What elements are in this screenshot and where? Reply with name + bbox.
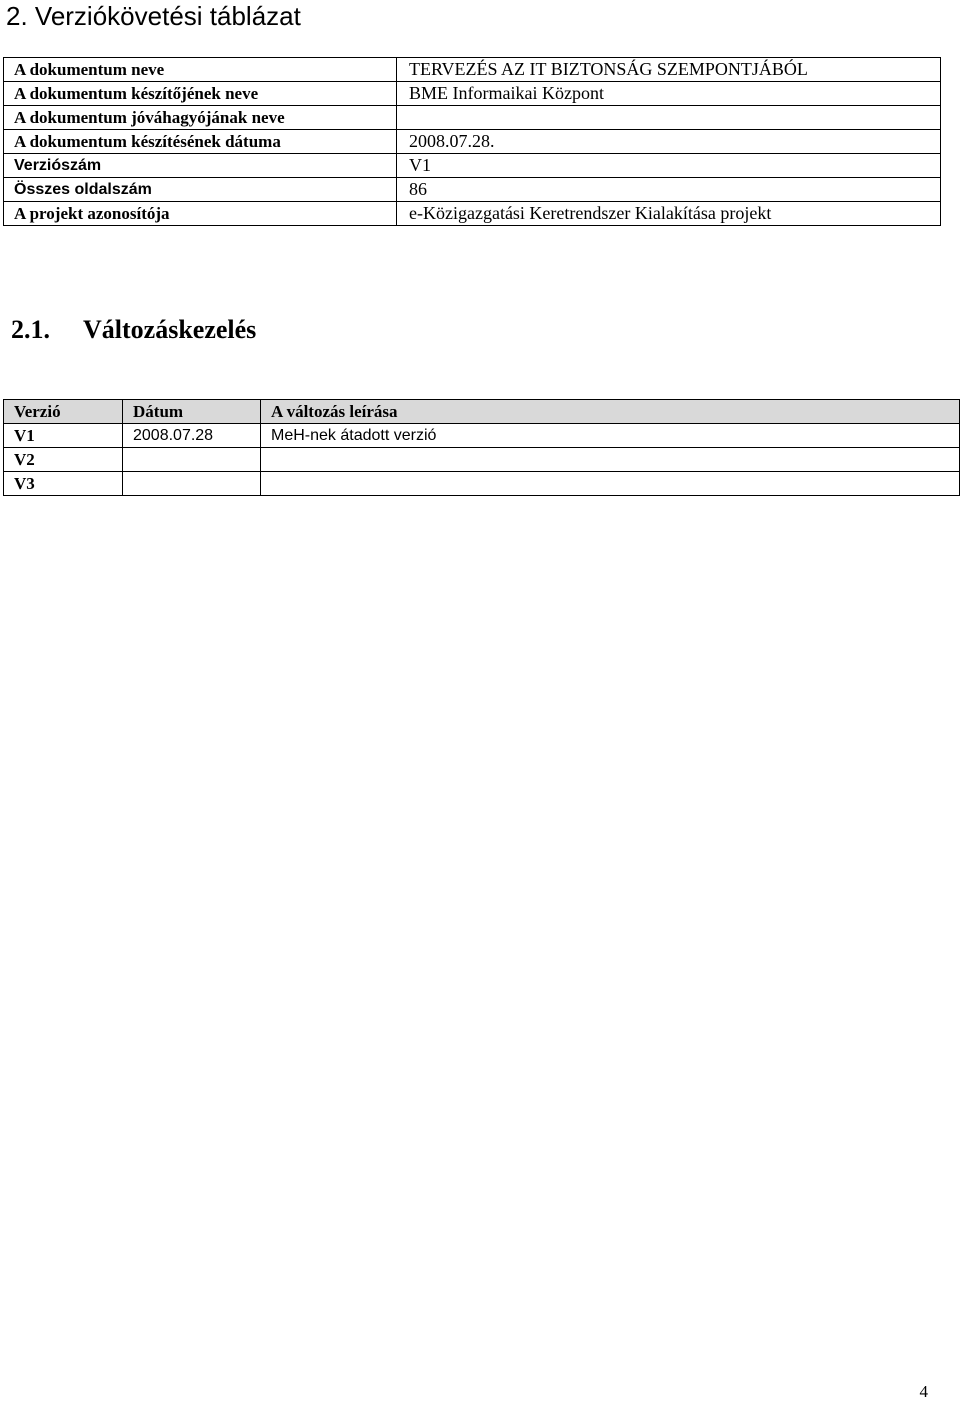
info-value: e-Közigazgatási Keretrendszer Kialakítása projekt (397, 202, 941, 226)
info-label: Összes oldalszám (4, 178, 397, 202)
column-header-version: Verzió (4, 400, 123, 424)
info-value: 2008.07.28. (397, 130, 941, 154)
description-cell: MeH-nek átadott verzió (261, 424, 960, 448)
info-label: A projekt azonosítója (4, 202, 397, 226)
page-number: 4 (919, 1382, 928, 1401)
version-cell: V3 (4, 472, 123, 496)
info-label: A dokumentum neve (4, 58, 397, 82)
table-row (4, 448, 960, 472)
table-row (4, 106, 941, 130)
table-header-row (4, 400, 960, 424)
section-heading-version-tracking: 2. Verziókövetési táblázat (6, 1, 301, 31)
table-row (4, 472, 960, 496)
version-cell: V2 (4, 448, 123, 472)
section-title: Változáskezelés (83, 315, 257, 344)
table-row (4, 58, 941, 82)
version-cell: V1 (4, 424, 123, 448)
section-heading-change-management (11, 314, 256, 346)
document-info-table (3, 57, 941, 226)
info-label: Verziószám (4, 154, 397, 178)
table-row (4, 130, 941, 154)
column-header-description: A változás leírása (261, 400, 960, 424)
info-value: V1 (397, 154, 941, 178)
table-row (4, 178, 941, 202)
info-value: 86 (397, 178, 941, 202)
date-cell (123, 448, 261, 472)
column-header-date: Dátum (123, 400, 261, 424)
info-value: TERVEZÉS AZ IT BIZTONSÁG SZEMPONTJÁBÓL (397, 58, 941, 82)
description-cell (261, 472, 960, 496)
info-label: A dokumentum készítésének dátuma (4, 130, 397, 154)
info-label: A dokumentum jóváhagyójának neve (4, 106, 397, 130)
change-log-table (3, 399, 960, 496)
date-cell: 2008.07.28 (123, 424, 261, 448)
description-cell (261, 448, 960, 472)
table-row (4, 424, 960, 448)
info-value (397, 106, 941, 130)
table-row (4, 202, 941, 226)
info-value: BME Informaikai Központ (397, 82, 941, 106)
date-cell (123, 472, 261, 496)
section-number: 2.1. (11, 315, 50, 344)
table-row (4, 154, 941, 178)
info-label: A dokumentum készítőjének neve (4, 82, 397, 106)
table-row (4, 82, 941, 106)
